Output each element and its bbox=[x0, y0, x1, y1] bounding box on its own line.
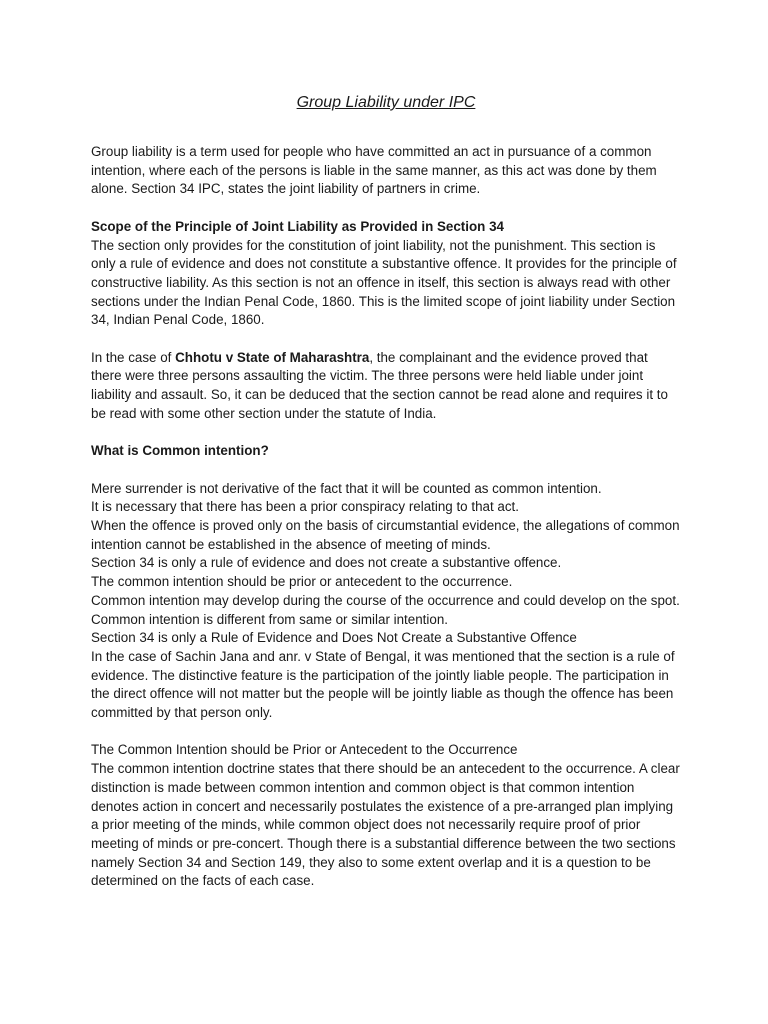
chhotu-case-paragraph bbox=[91, 349, 681, 424]
document-body bbox=[91, 92, 681, 891]
spacer bbox=[91, 723, 681, 742]
common-intention-line: When the offence is proved only on the basis of circumstantial evidence, the allegations of common intention cannot be established in the absence of meeting of minds. bbox=[91, 518, 680, 552]
common-intention-line: Mere surrender is not derivative of the fact that it will be counted as common intention. bbox=[91, 480, 602, 496]
prior-paragraph: The common intention doctrine states that there should be an antecedent to the occurrence. A clear distinction is made between common intention and common object is that common intention denotes action in concert and necessarily postulates the existence of a pre-arranged plan implying a prior meeting of the minds, while common object does not necessarily require proof of prior meeting of minds or pre-concert. Though there is a substantial difference between the two sections namely Section 34 and Section 149, they also to some extent overlap and it is a question to be determined on the facts of each case. bbox=[91, 761, 680, 889]
common-intention-line: Section 34 is only a Rule of Evidence and Does Not Create a Substantive Offence bbox=[91, 630, 577, 646]
scope-paragraph: The section only provides for the constitution of joint liability, not the punishment. This section is only a rule of evidence and does not constitute a substantive offence. It provides for the principle of constructive liability. As this section is not an offence in itself, this section is always read with other sections under the Indian Penal Code, 1860. This is the limited scope of joint liability under Section 34, Indian Penal Code, 1860. bbox=[91, 237, 677, 328]
common-intention-line: In the case of Sachin Jana and anr. v State of Bengal, it was mentioned that the section is a rule of evidence. The distinctive feature is the participation of the jointly liable people. The participation in the direct offence will not matter but the people will be jointly liable as though the offence has been committed by that person only. bbox=[91, 648, 675, 721]
common-intention-list bbox=[91, 480, 681, 723]
spacer bbox=[91, 461, 681, 480]
common-intention-line: The common intention should be prior or antecedent to the occurrence. bbox=[91, 574, 513, 590]
prior-heading: The Common Intention should be Prior or Antecedent to the Occurrence bbox=[91, 742, 518, 758]
spacer bbox=[91, 424, 681, 443]
chhotu-case-prefix: In the case of bbox=[91, 349, 176, 365]
common-intention-line: Section 34 is only a rule of evidence and does not create a substantive offence. bbox=[91, 555, 562, 571]
chhotu-case-suffix: , the complainant and the evidence proved that there were three persons assaulting the victim. The three persons were held liable under joint liability and assault. So, it can be deduced that the section cannot be read alone and requires it to be read with some other section under the statute of India. bbox=[91, 349, 668, 421]
page-title: Group Liability under IPC bbox=[296, 94, 476, 111]
intro-paragraph: Group liability is a term used for people who have committed an act in pursuance of a common intention, where each of the persons is liable in the same manner, as this act was done by them alone. Section 34 IPC, states the joint liability of partners in crime. bbox=[91, 144, 657, 197]
common-intention-line: It is necessary that there has been a prior conspiracy relating to that act. bbox=[91, 499, 519, 515]
spacer bbox=[91, 330, 681, 349]
scope-heading: Scope of the Principle of Joint Liability as Provided in Section 34 bbox=[91, 218, 504, 234]
common-intention-line: Common intention is different from same or similar intention. bbox=[91, 611, 448, 627]
spacer bbox=[91, 199, 681, 218]
common-intention-heading: What is Common intention? bbox=[91, 443, 269, 459]
chhotu-case-name: Chhotu v State of Maharashtra bbox=[175, 349, 370, 365]
common-intention-line: Common intention may develop during the course of the occurrence and could develop on the spot. bbox=[91, 592, 680, 608]
